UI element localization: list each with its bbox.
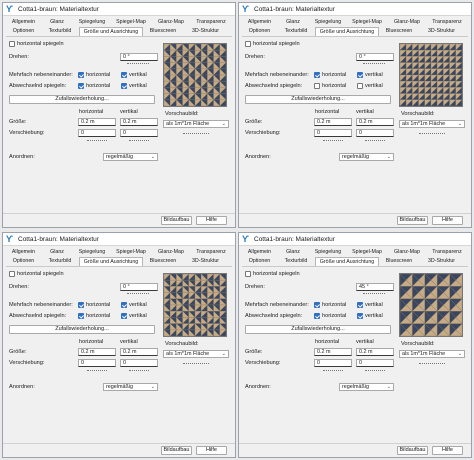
window-title: Cotta1-braun: Materialtextur [254, 235, 335, 243]
arrange-select-value: regelmäßig [106, 154, 133, 160]
title-bar [239, 233, 471, 246]
tabs-row-top [6, 18, 231, 27]
offset-vertical-spinner[interactable] [365, 140, 385, 143]
build-button[interactable]: Bildaufbau [397, 446, 428, 455]
chevron-down-icon: ⌄ [221, 121, 226, 127]
tab-bluescreen[interactable]: Bluescreen [385, 28, 413, 34]
col-horizontal-label: horizontal [79, 339, 104, 345]
texture-dialog-1 [2, 2, 236, 228]
tab-spiegelung[interactable]: Spiegelung [78, 249, 106, 255]
preview-select[interactable] [163, 120, 229, 128]
mirror-horizontal-label: horizontal spiegeln [253, 271, 300, 277]
app-icon: ϒ [6, 233, 13, 244]
texture-preview [399, 273, 463, 337]
multi-horizontal-checkbox[interactable] [78, 302, 84, 308]
size-label: Größe: [245, 119, 263, 125]
build-button[interactable]: Bildaufbau [161, 446, 192, 455]
tabs-row-bottom [6, 257, 228, 266]
texture-preview [399, 43, 463, 107]
multi-vertical-label: vertikal [365, 72, 383, 78]
size-horizontal-field[interactable]: 0.2 m [78, 118, 116, 126]
tabs-row-bottom [242, 257, 464, 266]
offset-vertical-field[interactable]: 0 [356, 129, 394, 137]
col-vertical-label: vertikal [120, 109, 138, 115]
tab-glanz[interactable]: Glanz [50, 249, 64, 255]
col-horizontal-label: horizontal [315, 339, 340, 345]
preview-select-value: als 1m*1m Fläche [402, 351, 446, 357]
alt-vertical-checkbox[interactable] [357, 83, 363, 89]
rotate-spinner[interactable] [363, 63, 385, 66]
title-bar [3, 3, 235, 16]
alt-horizontal-checkbox[interactable] [314, 313, 320, 319]
col-vertical-label: vertikal [356, 339, 374, 345]
preview-select[interactable] [399, 120, 465, 128]
multi-vertical-checkbox[interactable] [357, 72, 363, 78]
tab-texturbild[interactable]: Texturbild [48, 28, 72, 34]
offset-label: Verschiebung: [9, 360, 45, 366]
title-bar [239, 3, 471, 16]
preview-spinner[interactable] [419, 363, 445, 366]
footer-divider [239, 213, 471, 214]
alternate-label: Abwechselnd spiegeln: [9, 83, 67, 89]
random-repeat-button[interactable]: Zufallswiederholung... [9, 325, 155, 334]
texture-preview-image [164, 274, 226, 336]
preview-label: Vorschaubild: [401, 111, 435, 117]
size-label: Größe: [245, 349, 263, 355]
texture-preview-image [164, 44, 226, 106]
preview-spinner[interactable] [183, 133, 209, 136]
size-vertical-field[interactable]: 0.2 m [356, 118, 394, 126]
offset-vertical-spinner[interactable] [129, 370, 149, 373]
preview-label: Vorschaubild: [165, 111, 199, 117]
alt-vertical-label: vertikal [129, 83, 147, 89]
alt-vertical-label: vertikal [129, 313, 147, 319]
offset-horizontal-field[interactable]: 0 [314, 359, 352, 367]
chevron-down-icon: ⌄ [386, 154, 391, 160]
tab-glanz-map[interactable]: Glanz-Map [394, 19, 420, 25]
app-icon: ϒ [242, 3, 249, 14]
offset-horizontal-spinner[interactable] [323, 140, 343, 143]
preview-select[interactable] [399, 350, 465, 358]
alternate-label: Abwechselnd spiegeln: [9, 313, 67, 319]
arrange-select-value: regelmäßig [342, 154, 369, 160]
alt-vertical-label: vertikal [365, 83, 383, 89]
tab-optionen[interactable]: Optionen [12, 258, 35, 264]
multi-horizontal-label: horizontal [322, 302, 347, 308]
rotate-field[interactable]: 45 ° [356, 283, 394, 291]
offset-label: Verschiebung: [245, 130, 281, 136]
texture-preview-image [400, 44, 462, 106]
app-icon: ϒ [242, 233, 249, 244]
arrange-label: Anordnen: [9, 154, 35, 160]
tabs-row-top [242, 18, 467, 27]
tab-allgemein[interactable]: Allgemein [247, 249, 272, 255]
help-button[interactable]: Hilfe [196, 446, 227, 455]
multi-vertical-label: vertikal [365, 302, 383, 308]
build-button[interactable]: Bildaufbau [161, 216, 192, 225]
alt-horizontal-checkbox[interactable] [78, 313, 84, 319]
offset-horizontal-spinner[interactable] [323, 370, 343, 373]
tab-bluescreen[interactable]: Bluescreen [385, 258, 413, 264]
alt-horizontal-label: horizontal [322, 83, 347, 89]
texture-preview [163, 273, 227, 337]
tab-optionen[interactable]: Optionen [248, 28, 271, 34]
tabs-row-top [242, 248, 467, 257]
tab-groesse-ausrichtung[interactable]: Größe und Ausrichtung [315, 257, 379, 266]
offset-horizontal-field[interactable]: 0 [78, 359, 116, 367]
chevron-down-icon: ⌄ [150, 154, 155, 160]
col-vertical-label: vertikal [356, 109, 374, 115]
arrange-select-value: regelmäßig [342, 384, 369, 390]
tabs-row-bottom [242, 27, 464, 36]
tab-transparenz[interactable]: Transparenz [432, 19, 462, 25]
app-icon: ϒ [6, 3, 13, 14]
footer-divider [239, 443, 471, 444]
tab-groesse-ausrichtung[interactable]: Größe und Ausrichtung [315, 27, 379, 36]
size-horizontal-field[interactable]: 0.2 m [78, 348, 116, 356]
tab-bluescreen[interactable]: Bluescreen [149, 28, 177, 34]
help-button[interactable]: Hilfe [196, 216, 227, 225]
tab-glanz[interactable]: Glanz [286, 19, 300, 25]
arrange-select[interactable] [339, 153, 394, 161]
rotate-spinner[interactable] [127, 293, 149, 296]
offset-vertical-field[interactable]: 0 [356, 359, 394, 367]
rotate-spinner[interactable] [363, 293, 385, 296]
alt-horizontal-label: horizontal [86, 83, 111, 89]
tabs-row-bottom [6, 27, 228, 36]
preview-select-value: als 1m*1m Fläche [402, 121, 446, 127]
tab-allgemein[interactable]: Allgemein [11, 249, 36, 255]
preview-spinner[interactable] [183, 363, 209, 366]
mirror-horizontal-label: horizontal spiegeln [253, 41, 300, 47]
tab-spiegel-map[interactable]: Spiegel-Map [352, 249, 382, 255]
multi-vertical-checkbox[interactable] [121, 72, 127, 78]
tab-transparenz[interactable]: Transparenz [196, 19, 226, 25]
offset-horizontal-spinner[interactable] [87, 140, 107, 143]
preview-select[interactable] [163, 350, 229, 358]
random-repeat-button[interactable]: Zufallswiederholung... [9, 95, 155, 104]
alternate-label: Abwechselnd spiegeln: [245, 83, 303, 89]
multi-horizontal-label: horizontal [86, 302, 111, 308]
tab-bluescreen[interactable]: Bluescreen [149, 258, 177, 264]
tab-spiegel-map[interactable]: Spiegel-Map [352, 19, 382, 25]
preview-spinner[interactable] [419, 133, 445, 136]
size-horizontal-field[interactable]: 0.2 m [314, 348, 352, 356]
tab-divider [242, 36, 468, 37]
tab-texturbild[interactable]: Texturbild [284, 28, 308, 34]
build-button[interactable]: Bildaufbau [397, 216, 428, 225]
rotate-label: Drehen: [9, 284, 29, 290]
size-label: Größe: [9, 119, 27, 125]
texture-preview [163, 43, 227, 107]
footer-divider [3, 443, 235, 444]
size-horizontal-field[interactable]: 0.2 m [314, 118, 352, 126]
help-button[interactable]: Hilfe [432, 446, 463, 455]
arrange-select[interactable] [339, 383, 394, 391]
preview-label: Vorschaubild: [401, 341, 435, 347]
offset-vertical-spinner[interactable] [129, 140, 149, 143]
multi-vertical-label: vertikal [129, 302, 147, 308]
arrange-select-value: regelmäßig [106, 384, 133, 390]
multi-horizontal-checkbox[interactable] [314, 302, 320, 308]
alt-vertical-checkbox[interactable] [121, 313, 127, 319]
tab-groesse-ausrichtung[interactable]: Größe und Ausrichtung [79, 257, 143, 266]
rotate-field[interactable]: 0 ° [120, 53, 158, 61]
multiple-label: Mehrfach nebeneinander: [245, 72, 309, 78]
tab-glanz[interactable]: Glanz [286, 249, 300, 255]
tab-optionen[interactable]: Optionen [12, 28, 35, 34]
arrange-select[interactable] [103, 153, 158, 161]
chevron-down-icon: ⌄ [457, 121, 462, 127]
tab-spiegelung[interactable]: Spiegelung [314, 19, 342, 25]
tab-optionen[interactable]: Optionen [248, 258, 271, 264]
chevron-down-icon: ⌄ [221, 351, 226, 357]
arrange-select[interactable] [103, 383, 158, 391]
multi-vertical-label: vertikal [129, 72, 147, 78]
tab-spiegel-map[interactable]: Spiegel-Map [116, 249, 146, 255]
tab-texturbild[interactable]: Texturbild [284, 258, 308, 264]
tab-3d-struktur[interactable]: 3D-Struktur [427, 258, 456, 264]
random-repeat-button[interactable]: Zufallswiederholung... [245, 325, 391, 334]
help-button[interactable]: Hilfe [432, 216, 463, 225]
texture-preview-image [400, 274, 462, 336]
window-title: Cotta1-braun: Materialtextur [18, 5, 99, 13]
tab-3d-struktur[interactable]: 3D-Struktur [191, 28, 220, 34]
footer-divider [3, 213, 235, 214]
alt-vertical-checkbox[interactable] [121, 83, 127, 89]
mirror-horizontal-label: horizontal spiegeln [17, 41, 64, 47]
multi-horizontal-checkbox[interactable] [78, 72, 84, 78]
offset-label: Verschiebung: [245, 360, 281, 366]
rotate-field[interactable]: 0 ° [356, 53, 394, 61]
preview-select-value: als 1m*1m Fläche [166, 351, 210, 357]
chevron-down-icon: ⌄ [457, 351, 462, 357]
offset-label: Verschiebung: [9, 130, 45, 136]
size-vertical-field[interactable]: 0.2 m [356, 348, 394, 356]
texture-dialog-4 [238, 232, 472, 458]
title-bar [3, 233, 235, 246]
tab-glanz-map[interactable]: Glanz-Map [394, 249, 420, 255]
multi-vertical-checkbox[interactable] [357, 302, 363, 308]
tab-divider [6, 36, 232, 37]
texture-dialog-2 [238, 2, 472, 228]
random-repeat-button[interactable]: Zufallswiederholung... [245, 95, 391, 104]
texture-dialog-3 [2, 232, 236, 458]
mirror-horizontal-checkbox[interactable] [9, 271, 15, 277]
tab-groesse-ausrichtung[interactable]: Größe und Ausrichtung [79, 27, 143, 36]
offset-horizontal-spinner[interactable] [87, 370, 107, 373]
offset-horizontal-field[interactable]: 0 [314, 129, 352, 137]
size-label: Größe: [9, 349, 27, 355]
rotate-field[interactable]: 0 ° [120, 283, 158, 291]
mirror-horizontal-checkbox[interactable] [245, 271, 251, 277]
tab-spiegel-map[interactable]: Spiegel-Map [116, 19, 146, 25]
preview-select-value: als 1m*1m Fläche [166, 121, 210, 127]
col-vertical-label: vertikal [120, 339, 138, 345]
multiple-label: Mehrfach nebeneinander: [245, 302, 309, 308]
tab-3d-struktur[interactable]: 3D-Struktur [191, 258, 220, 264]
tab-glanz-map[interactable]: Glanz-Map [158, 19, 184, 25]
rotate-label: Drehen: [9, 54, 29, 60]
size-vertical-field[interactable]: 0.2 m [120, 348, 158, 356]
chevron-down-icon: ⌄ [386, 384, 391, 390]
alt-horizontal-label: horizontal [86, 313, 111, 319]
alt-vertical-label: vertikal [365, 313, 383, 319]
multi-horizontal-label: horizontal [322, 72, 347, 78]
mirror-horizontal-checkbox[interactable] [9, 41, 15, 47]
tab-glanz-map[interactable]: Glanz-Map [158, 249, 184, 255]
rotate-spinner[interactable] [127, 63, 149, 66]
tab-transparenz[interactable]: Transparenz [432, 249, 462, 255]
rotate-label: Drehen: [245, 284, 265, 290]
arrange-label: Anordnen: [245, 154, 271, 160]
alternate-label: Abwechselnd spiegeln: [245, 313, 303, 319]
offset-vertical-spinner[interactable] [365, 370, 385, 373]
tab-transparenz[interactable]: Transparenz [196, 249, 226, 255]
multiple-label: Mehrfach nebeneinander: [9, 302, 73, 308]
tab-allgemein[interactable]: Allgemein [247, 19, 272, 25]
arrange-label: Anordnen: [245, 384, 271, 390]
rotate-label: Drehen: [245, 54, 265, 60]
col-horizontal-label: horizontal [79, 109, 104, 115]
multi-horizontal-checkbox[interactable] [314, 72, 320, 78]
tab-allgemein[interactable]: Allgemein [11, 19, 36, 25]
alt-horizontal-checkbox[interactable] [314, 83, 320, 89]
window-title: Cotta1-braun: Materialtextur [254, 5, 335, 13]
mirror-horizontal-checkbox[interactable] [245, 41, 251, 47]
tab-divider [242, 266, 468, 267]
multiple-label: Mehrfach nebeneinander: [9, 72, 73, 78]
offset-horizontal-field[interactable]: 0 [78, 129, 116, 137]
mirror-horizontal-label: horizontal spiegeln [17, 271, 64, 277]
window-title: Cotta1-braun: Materialtextur [18, 235, 99, 243]
alt-vertical-checkbox[interactable] [357, 313, 363, 319]
tab-spiegelung[interactable]: Spiegelung [314, 249, 342, 255]
multi-vertical-checkbox[interactable] [121, 302, 127, 308]
tab-spiegelung[interactable]: Spiegelung [78, 19, 106, 25]
size-vertical-field[interactable]: 0.2 m [120, 118, 158, 126]
offset-vertical-field[interactable]: 0 [120, 129, 158, 137]
offset-vertical-field[interactable]: 0 [120, 359, 158, 367]
arrange-label: Anordnen: [9, 384, 35, 390]
preview-label: Vorschaubild: [165, 341, 199, 347]
tabs-row-top [6, 248, 231, 257]
col-horizontal-label: horizontal [315, 109, 340, 115]
tab-divider [6, 266, 232, 267]
chevron-down-icon: ⌄ [150, 384, 155, 390]
tab-glanz[interactable]: Glanz [50, 19, 64, 25]
alt-horizontal-checkbox[interactable] [78, 83, 84, 89]
multi-horizontal-label: horizontal [86, 72, 111, 78]
alt-horizontal-label: horizontal [322, 313, 347, 319]
tab-texturbild[interactable]: Texturbild [48, 258, 72, 264]
tab-3d-struktur[interactable]: 3D-Struktur [427, 28, 456, 34]
